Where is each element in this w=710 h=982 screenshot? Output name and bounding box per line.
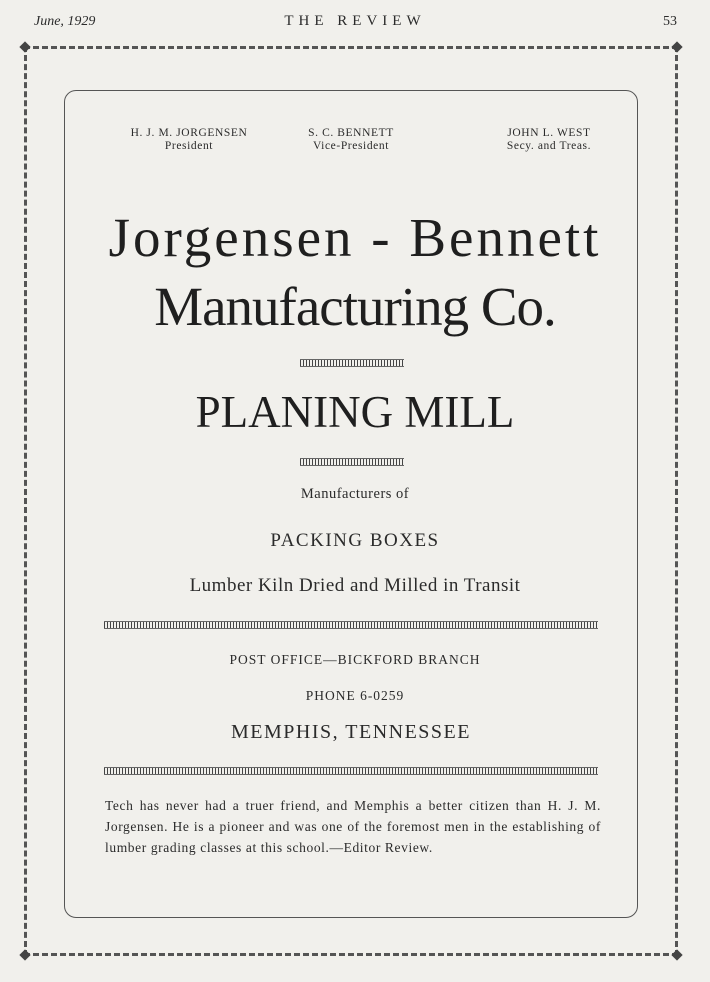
corner-diamond-icon — [19, 41, 30, 52]
officer-title: Secy. and Treas. — [506, 140, 592, 152]
phone-line: PHONE 6-0259 — [305, 688, 405, 703]
publication-title: THE REVIEW — [284, 13, 426, 29]
editor-tribute-paragraph: Tech has never had a truer friend, and Memphis a better citizen than H. J. M. Jorgensen. He is a pioneer and was one of the foremost men in the establishing of lumber grading classes at this school.—Editor Review. — [105, 798, 601, 855]
issue-date: June, 1929 — [34, 14, 96, 29]
officer-name: S. C. BENNETT — [308, 127, 394, 139]
officer-title: Vice-President — [312, 140, 390, 152]
corner-diamond-icon — [671, 949, 682, 960]
post-office-line: POST OFFICE—BICKFORD BRANCH — [229, 652, 481, 667]
ornamental-rule-long — [104, 767, 598, 775]
officer-name: H. J. M. JORGENSEN — [130, 127, 248, 139]
officer-name: JOHN L. WEST — [507, 127, 591, 139]
officer-title: President — [164, 140, 214, 152]
officer-secretary-treasurer — [454, 127, 644, 153]
company-name-line1: Jorgensen - Bennett — [108, 207, 602, 268]
officer-president — [104, 127, 274, 153]
service-line: Lumber Kiln Dried and Milled in Transit — [189, 575, 521, 596]
corner-diamond-icon — [19, 949, 30, 960]
product-line: PACKING BOXES — [270, 530, 440, 551]
ornamental-rule-long — [104, 621, 598, 629]
corner-diamond-icon — [671, 41, 682, 52]
running-head — [0, 0, 710, 34]
officer-vice-president — [266, 127, 436, 153]
ornamental-rule — [300, 359, 404, 367]
officers-row — [64, 127, 638, 167]
ornamental-rule — [300, 458, 404, 466]
company-name-line2: Manufacturing Co. — [154, 276, 556, 337]
business-headline: PLANING MILL — [195, 387, 515, 437]
page-number: 53 — [663, 14, 677, 29]
manufacturers-of-label: Manufacturers of — [300, 486, 410, 502]
city-line: MEMPHIS, TENNESSEE — [231, 721, 471, 743]
